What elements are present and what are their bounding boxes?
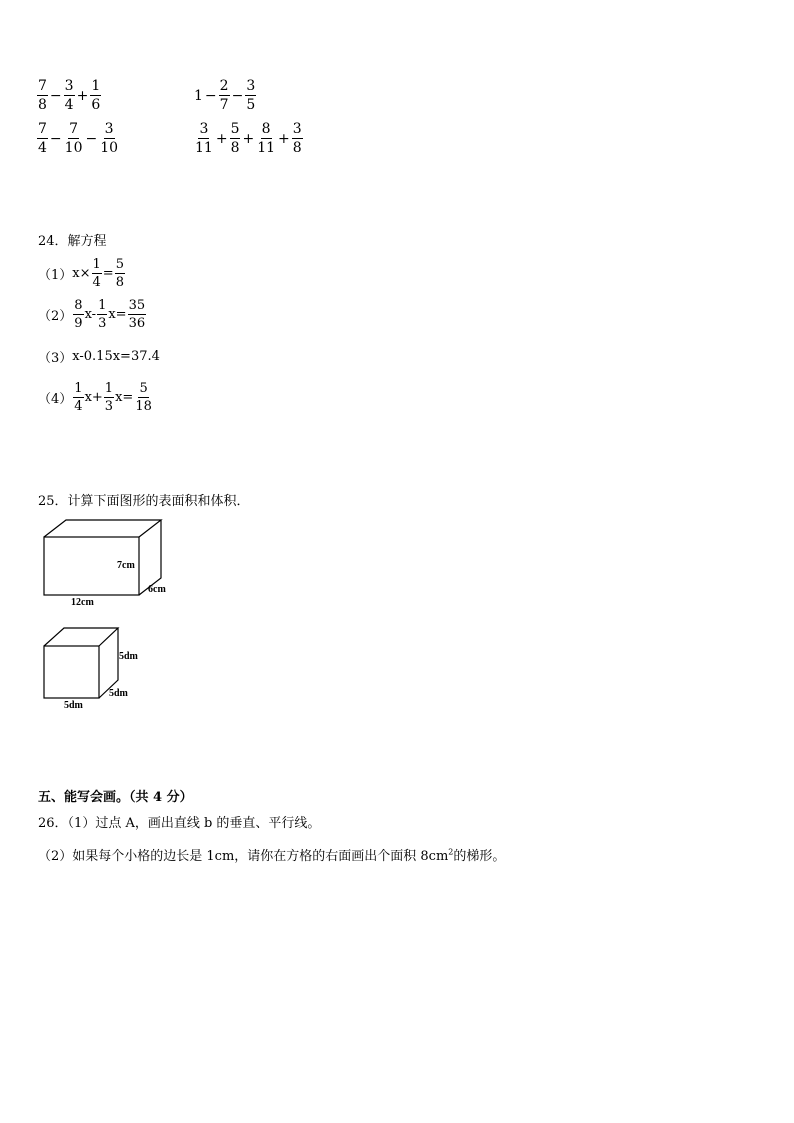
denominator: 8 bbox=[230, 140, 240, 156]
denominator: 7 bbox=[219, 97, 229, 113]
denominator: 9 bbox=[74, 316, 83, 331]
numerator: 3 bbox=[64, 78, 74, 94]
denominator: 8 bbox=[115, 275, 124, 290]
fraction bbox=[73, 382, 83, 413]
question-text: 的梯形。 bbox=[453, 849, 506, 864]
fraction bbox=[230, 122, 241, 155]
denominator: 4 bbox=[38, 140, 47, 156]
numerator: 1 bbox=[74, 381, 83, 396]
numerator: 35 bbox=[128, 298, 146, 313]
operator: − bbox=[49, 87, 62, 104]
equation-text: x+ bbox=[84, 390, 103, 405]
equation-text: x× bbox=[72, 266, 91, 281]
numerator: 7 bbox=[38, 78, 47, 94]
cuboid-length-label: 12cm bbox=[71, 597, 94, 608]
numerator: 3 bbox=[292, 121, 302, 137]
operator: + bbox=[242, 130, 255, 147]
fraction bbox=[99, 122, 119, 155]
fraction bbox=[256, 122, 276, 155]
calc-expression-3 bbox=[36, 122, 120, 155]
numerator: 1 bbox=[91, 78, 101, 94]
fraction bbox=[64, 79, 75, 112]
cube-length-label: 5dm bbox=[64, 700, 83, 711]
fraction bbox=[128, 299, 147, 330]
equation-text: x- bbox=[84, 307, 97, 322]
cube-height-label: 5dm bbox=[119, 651, 138, 662]
fraction bbox=[90, 79, 101, 112]
question-24-title: 24．解方程 bbox=[38, 234, 107, 249]
denominator: 4 bbox=[74, 399, 83, 414]
denominator: 3 bbox=[98, 316, 107, 331]
cube-depth-label: 5dm bbox=[109, 688, 128, 699]
numerator: 1 bbox=[98, 298, 107, 313]
denominator: 6 bbox=[91, 97, 101, 113]
equation-text: x-0.15x=37.4 bbox=[72, 349, 160, 364]
fraction bbox=[194, 122, 214, 155]
operator: − bbox=[85, 130, 98, 147]
operator: − bbox=[231, 87, 244, 104]
fraction bbox=[92, 258, 102, 289]
numerator: 3 bbox=[246, 78, 256, 94]
calc-expression-4 bbox=[193, 122, 304, 155]
fraction bbox=[134, 382, 153, 413]
question-25-title: 25．计算下面图形的表面积和体积． bbox=[38, 494, 250, 509]
equation-text: x= bbox=[108, 307, 127, 322]
equation-4 bbox=[38, 382, 154, 413]
denominator: 4 bbox=[92, 275, 101, 290]
denominator: 11 bbox=[257, 140, 276, 156]
calc-expression-1 bbox=[36, 79, 102, 112]
integer: 1 bbox=[194, 87, 203, 104]
denominator: 18 bbox=[135, 399, 152, 414]
numerator: 5 bbox=[230, 121, 240, 137]
equation-label: （4） bbox=[38, 392, 73, 407]
numerator: 1 bbox=[104, 381, 114, 396]
question-26-part-1: 26．（1）过点 A，画出直线 b 的垂直、平行线。 bbox=[38, 816, 321, 831]
denominator: 8 bbox=[38, 97, 47, 113]
cuboid-figure bbox=[36, 515, 186, 610]
fraction bbox=[64, 122, 84, 155]
operator: + bbox=[215, 130, 228, 147]
numerator: 1 bbox=[92, 257, 101, 272]
fraction bbox=[37, 79, 48, 112]
equation-label: （1） bbox=[38, 268, 73, 283]
equation-label: （2） bbox=[38, 309, 73, 324]
operator: + bbox=[278, 130, 290, 147]
operator: − bbox=[204, 87, 217, 104]
numerator: 5 bbox=[115, 257, 124, 272]
fraction bbox=[104, 382, 114, 413]
equation-text: x= bbox=[115, 390, 134, 405]
section-5-title: 五、能写会画。（共 4 分） bbox=[38, 790, 193, 805]
calc-expression-2 bbox=[193, 79, 257, 112]
cuboid-depth-label: 6cm bbox=[148, 584, 166, 595]
fraction bbox=[219, 79, 230, 112]
fraction bbox=[245, 79, 256, 112]
numerator: 8 bbox=[261, 121, 271, 137]
numerator: 5 bbox=[139, 381, 148, 396]
equation-2 bbox=[38, 299, 147, 330]
cuboid-height-label: 7cm bbox=[117, 560, 135, 571]
denominator: 11 bbox=[195, 140, 213, 156]
numerator: 7 bbox=[38, 121, 47, 137]
equation-label: （3） bbox=[38, 351, 73, 366]
cube-front-face bbox=[44, 646, 99, 698]
numerator: 7 bbox=[69, 121, 79, 137]
operator: − bbox=[49, 130, 62, 147]
denominator: 36 bbox=[128, 316, 146, 331]
equation-3 bbox=[38, 347, 160, 366]
denominator: 3 bbox=[104, 399, 114, 414]
denominator: 4 bbox=[64, 97, 74, 113]
operator: + bbox=[76, 87, 89, 104]
numerator: 2 bbox=[219, 78, 229, 94]
numerator: 3 bbox=[199, 121, 209, 137]
fraction bbox=[115, 258, 125, 289]
question-text: （2）如果每个小格的边长是 1cm，请你在方格的右面画出个面积 8cm bbox=[38, 849, 449, 864]
denominator: 5 bbox=[246, 97, 256, 113]
cuboid-top-face bbox=[44, 520, 161, 537]
superscript: 2 bbox=[448, 847, 454, 857]
fraction bbox=[73, 299, 83, 330]
numerator: 3 bbox=[104, 121, 114, 137]
fraction bbox=[97, 299, 107, 330]
numerator: 8 bbox=[74, 298, 83, 313]
fraction bbox=[37, 122, 48, 155]
equation-text: = bbox=[102, 266, 114, 281]
question-26-part-2 bbox=[38, 845, 505, 864]
fraction bbox=[292, 122, 303, 155]
cube-top-face bbox=[44, 628, 118, 646]
equation-1 bbox=[38, 258, 126, 289]
denominator: 10 bbox=[64, 140, 83, 156]
denominator: 10 bbox=[100, 140, 119, 156]
denominator: 8 bbox=[292, 140, 302, 156]
